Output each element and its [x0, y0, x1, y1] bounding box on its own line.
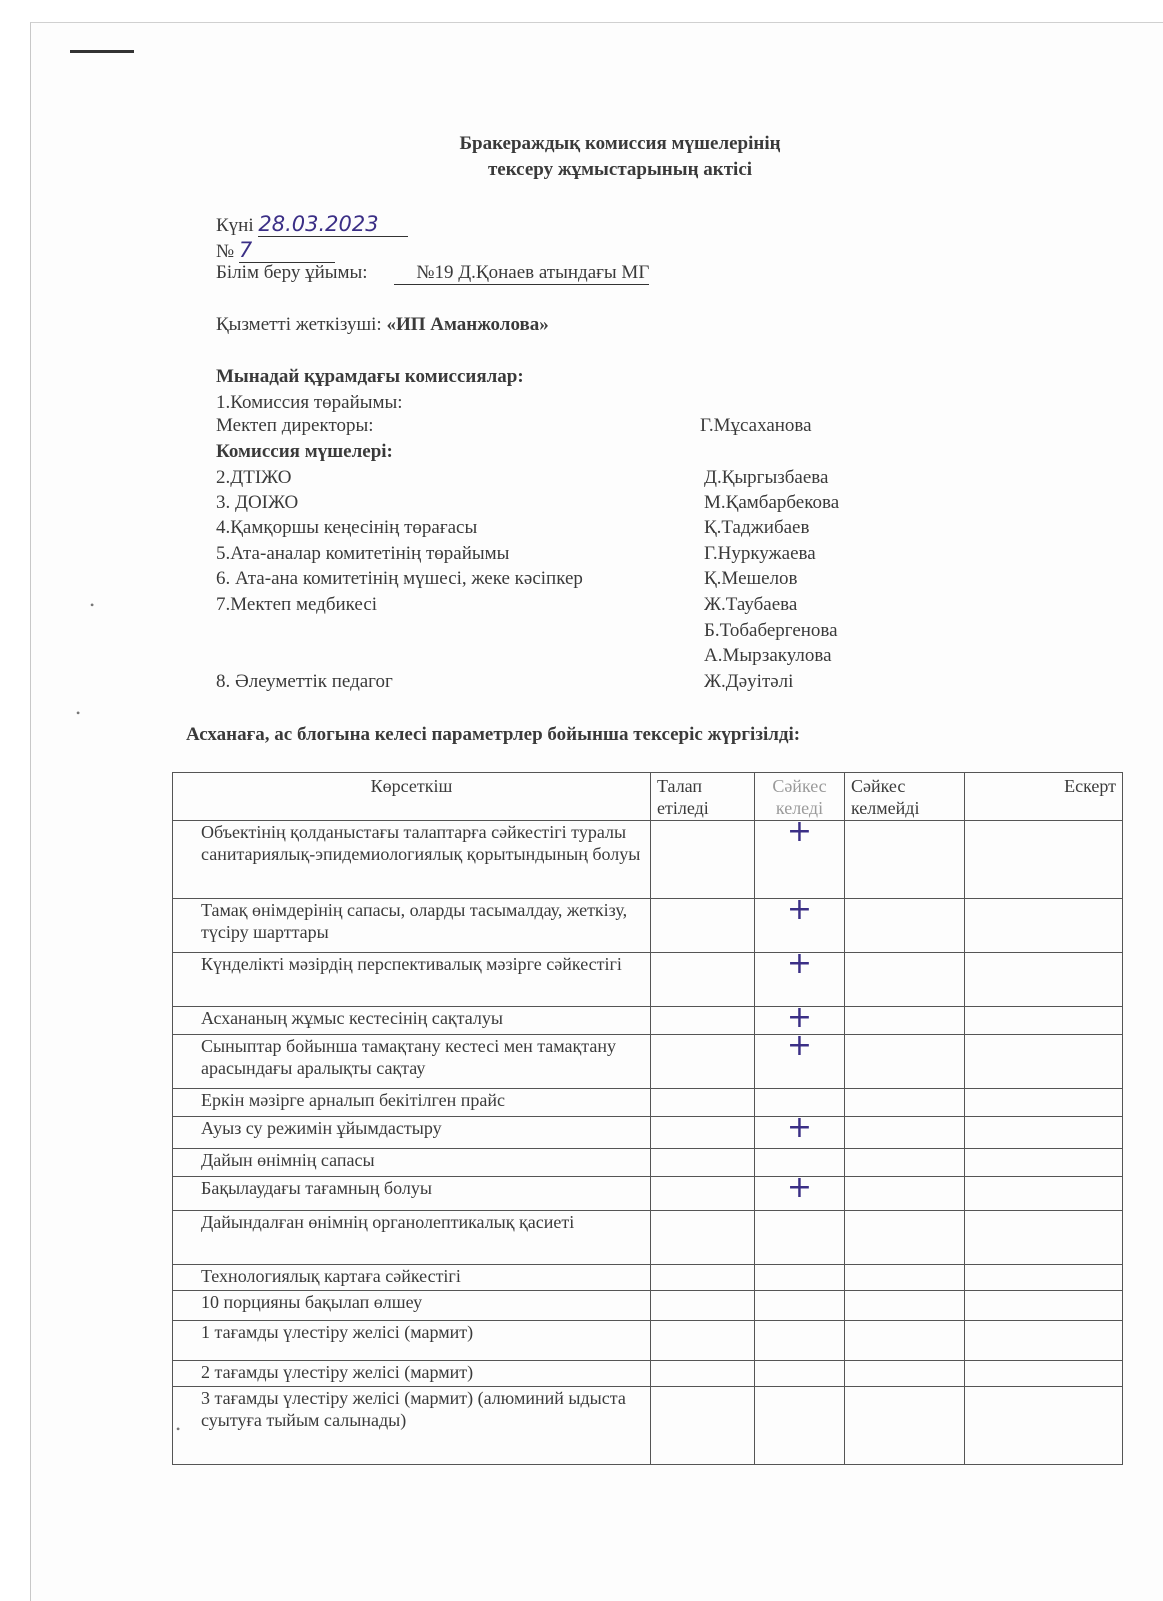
table-row — [173, 1291, 1123, 1321]
member-role: 6. Ата-ана комитетінің мүшесі, жеке кәсіпкер — [216, 568, 583, 589]
table-row — [173, 1265, 1123, 1291]
indicator-cell: Дайындалған өнімнің органолептикалық қасиеті — [173, 1211, 651, 1265]
header-compliant: Сәйкес келеді — [755, 773, 845, 821]
org-value: №19 Д.Қонаев атындағы МГ — [394, 262, 649, 285]
note-cell — [965, 1089, 1123, 1117]
compliant-cell — [755, 1265, 845, 1291]
note-cell — [965, 1265, 1123, 1291]
compliant-cell — [755, 1321, 845, 1361]
member-role: 5.Ата-аналар комитетінің төрайымы — [216, 543, 510, 564]
member-name: Д.Қыргызбаева — [704, 467, 829, 488]
member-role: 7.Мектеп медбикесі — [216, 594, 378, 615]
required-cell — [651, 1117, 755, 1149]
table-row — [173, 899, 1123, 953]
required-cell — [651, 1035, 755, 1089]
note-cell — [965, 1035, 1123, 1089]
note-cell — [965, 1211, 1123, 1265]
note-cell — [965, 899, 1123, 953]
table-row — [173, 1007, 1123, 1035]
noncompliant-cell — [845, 1265, 965, 1291]
note-cell — [965, 1007, 1123, 1035]
note-cell — [965, 1387, 1123, 1465]
noncompliant-cell — [845, 899, 965, 953]
compliant-cell — [755, 1291, 845, 1321]
required-cell — [651, 1361, 755, 1387]
compliant-cell — [755, 1211, 845, 1265]
noncompliant-cell — [845, 1361, 965, 1387]
director-name: Г.Мұсаханова — [700, 415, 812, 436]
noncompliant-cell — [845, 1211, 965, 1265]
header-indicator: Көрсеткіш — [173, 773, 651, 821]
noncompliant-cell — [845, 1117, 965, 1149]
table-row — [173, 1177, 1123, 1211]
member-name: Ж.Таубаева — [704, 594, 798, 615]
compliant-check-mark: + — [755, 899, 845, 953]
table-row — [173, 1117, 1123, 1149]
compliant-check-mark: + — [755, 1007, 845, 1035]
table-row — [173, 1089, 1123, 1117]
indicator-cell: Тамақ өнімдерінің сапасы, оларды тасымалдау, жеткізу, түсіру шарттары — [173, 899, 651, 953]
note-cell — [965, 821, 1123, 899]
required-cell — [651, 1321, 755, 1361]
table-row — [173, 1035, 1123, 1089]
member-name: А.Мырзакулова — [704, 645, 832, 666]
member-name: Б.Тобабергенова — [704, 620, 838, 641]
required-cell — [651, 953, 755, 1007]
note-cell — [965, 1321, 1123, 1361]
required-cell — [651, 1177, 755, 1211]
scan-speck: • — [176, 1422, 181, 1436]
required-cell — [651, 1291, 755, 1321]
date-label: Күні — [216, 215, 254, 236]
header-note: Ескерт — [965, 773, 1123, 821]
required-cell — [651, 1387, 755, 1465]
required-cell — [651, 1149, 755, 1177]
chair-label: 1.Комиссия төрайымы: — [216, 392, 403, 413]
director-label: Мектеп директоры: — [216, 415, 374, 436]
table-row — [173, 821, 1123, 899]
noncompliant-cell — [845, 1177, 965, 1211]
indicator-cell: Бақылаудағы тағамның болуы — [173, 1177, 651, 1211]
provider-label: Қызметті жеткізуші: — [216, 314, 382, 335]
provider-line — [216, 314, 549, 336]
table-row — [173, 1321, 1123, 1361]
member-role: 8. Әлеуметтік педагог — [216, 671, 393, 692]
noncompliant-cell — [845, 1387, 965, 1465]
number-line — [216, 238, 335, 263]
table-row — [173, 1211, 1123, 1265]
indicator-cell: 3 тағамды үлестіру желісі (мармит) (алюминий ыдыста суытуға тыйым салынады) — [173, 1387, 651, 1465]
indicator-cell: Ауыз су режимін ұйымдастыру — [173, 1117, 651, 1149]
note-cell — [965, 1149, 1123, 1177]
compliant-cell — [755, 1361, 845, 1387]
indicator-cell: Объектінің қолданыстағы талаптарға сәйкестігі туралы санитариялық-эпидемиологиялық қорытындының болуы — [173, 821, 651, 899]
member-name: Қ.Таджибаев — [704, 517, 810, 538]
dash-mark — [70, 50, 134, 53]
indicator-cell: 2 тағамды үлестіру желісі (мармит) — [173, 1361, 651, 1387]
inspection-table — [172, 772, 1123, 1465]
table-row — [173, 1387, 1123, 1465]
note-cell — [965, 1291, 1123, 1321]
note-cell — [965, 953, 1123, 1007]
note-cell — [965, 1177, 1123, 1211]
header-required: Талап етіледі — [651, 773, 755, 821]
noncompliant-cell — [845, 1321, 965, 1361]
compliant-check-mark: + — [755, 953, 845, 1007]
noncompliant-cell — [845, 1035, 965, 1089]
provider-value: «ИП Аманжолова» — [386, 314, 549, 335]
note-cell — [965, 1117, 1123, 1149]
noncompliant-cell — [845, 821, 965, 899]
indicator-cell: Күнделікті мәзірдің перспективалық мәзірге сәйкестігі — [173, 953, 651, 1007]
noncompliant-cell — [845, 1149, 965, 1177]
required-cell — [651, 821, 755, 899]
table-row — [173, 1361, 1123, 1387]
member-role: 3. ДОІЖО — [216, 492, 299, 513]
member-name: Г.Нуркужаева — [704, 543, 816, 564]
compliant-check-mark: + — [755, 1117, 845, 1149]
table-header-row — [173, 773, 1123, 821]
compliant-cell — [755, 1387, 845, 1465]
noncompliant-cell — [845, 953, 965, 1007]
indicator-cell: Еркін мәзірге арналып бекітілген прайс — [173, 1089, 651, 1117]
note-cell — [965, 1361, 1123, 1387]
commission-heading: Мынадай құрамдағы комиссиялар: — [216, 366, 524, 387]
member-name: Ж.Дәуітәлі — [704, 671, 794, 692]
compliant-check-mark: + — [755, 1035, 845, 1089]
required-cell — [651, 1211, 755, 1265]
member-name: М.Қамбарбекова — [704, 492, 840, 513]
compliant-check-mark: + — [755, 821, 845, 899]
date-value: 28.03.2023 — [258, 212, 408, 237]
required-cell — [651, 1265, 755, 1291]
noncompliant-cell — [845, 1007, 965, 1035]
title-line-2: тексеру жұмыстарының актісі — [487, 159, 753, 180]
required-cell — [651, 1007, 755, 1035]
indicator-cell: Сыныптар бойынша тамақтану кестесі мен тамақтану арасындағы аралықты сақтау — [173, 1035, 651, 1089]
org-label: Білім беру ұйымы: — [216, 262, 368, 283]
table-row — [173, 1149, 1123, 1177]
member-name: Қ.Мешелов — [704, 568, 798, 589]
noncompliant-cell — [845, 1291, 965, 1321]
title-line-1: Бракераждық комиссия мүшелерінің — [459, 133, 781, 154]
members-heading: Комиссия мүшелері: — [216, 441, 393, 462]
indicator-cell: 1 тағамды үлестіру желісі (мармит) — [173, 1321, 651, 1361]
date-line — [216, 212, 408, 237]
table-row — [173, 953, 1123, 1007]
inspection-heading: Асханаға, ас блогына келесі параметрлер бойынша тексеріс жүргізілді: — [186, 724, 801, 745]
org-line — [216, 262, 649, 285]
header-noncompliant: Сәйкес келмейді — [845, 773, 965, 821]
required-cell — [651, 899, 755, 953]
indicator-cell: Асхананың жұмыс кестесінің сақталуы — [173, 1007, 651, 1035]
indicator-cell: Дайын өнімнің сапасы — [173, 1149, 651, 1177]
member-role: 2.ДТІЖО — [216, 467, 292, 488]
indicator-cell: 10 порцияны бақылап өлшеу — [173, 1291, 651, 1321]
number-label: № — [216, 241, 235, 262]
scan-speck: • — [90, 598, 95, 612]
member-role: 4.Қамқоршы кеңесінің төрағасы — [216, 517, 478, 538]
indicator-cell: Технологиялық картаға сәйкестігі — [173, 1265, 651, 1291]
compliant-check-mark: + — [755, 1177, 845, 1211]
number-value: 7 — [239, 238, 335, 263]
noncompliant-cell — [845, 1089, 965, 1117]
required-cell — [651, 1089, 755, 1117]
scan-speck: • — [76, 706, 81, 720]
